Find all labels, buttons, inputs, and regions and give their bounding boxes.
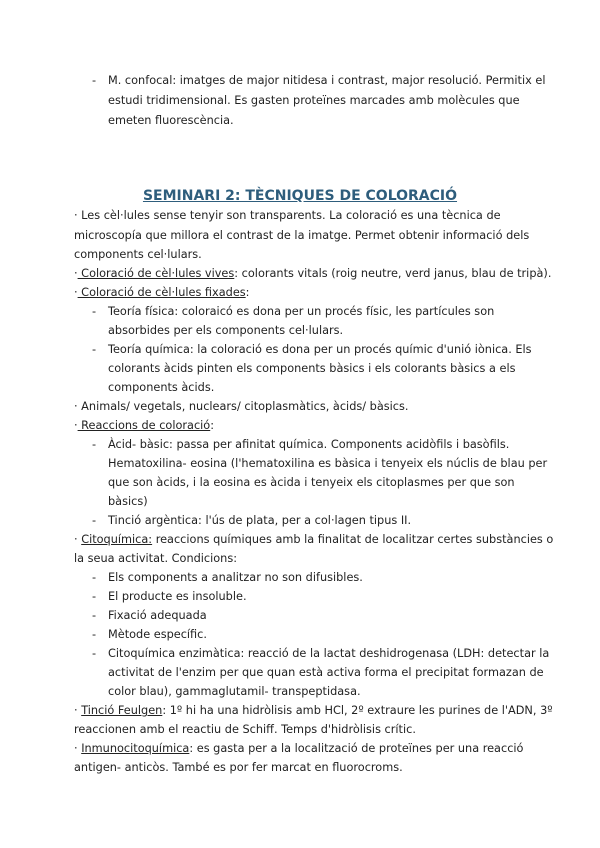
paragraph-line: · Les cèl·lules sense tenyir son transparents. La coloració es una tècnica de <box>74 209 501 222</box>
intro-line-1: M. confocal: imatges de major nitidesa i contrast, major resolució. Permitix el <box>108 74 546 87</box>
bullet-prefix: · <box>74 286 78 299</box>
list-item-line: Àcid- bàsic: passa per afinitat química. Components acidòfils i basòfils. <box>108 438 510 451</box>
list-item-line: absorbides per els components cel·lulars. <box>108 324 344 337</box>
list-item-line: components àcids. <box>108 381 215 394</box>
bullet-prefix: · <box>74 704 82 717</box>
list-item-line: Els components a analitzar no son difusibles. <box>108 571 363 584</box>
list-item-line: Teoría química: la coloració es dona per un procés químic d'unió iònica. Els <box>108 343 532 356</box>
list-marker: - <box>92 590 97 603</box>
list-marker: - <box>92 571 97 584</box>
list-item-line: bàsics) <box>108 495 148 508</box>
list-item-line: activitat de l'enzim per que quan està activa forma el precipitat formazan de <box>108 666 544 679</box>
paragraph-line: microscopía que millora el contrast de la imatge. Permet obtenir informació dels <box>74 229 530 242</box>
section-title: SEMINARI 2: TÈCNIQUES DE COLORACIÓ <box>142 188 458 204</box>
list-item-line: Hematoxilina- eosina (l'hematoxilina es bàsica i tenyeix els núclis de blau per <box>108 457 548 470</box>
paragraph-line: components cel·lulars. <box>74 248 202 261</box>
underlined-term: Citoquímica: <box>81 533 153 546</box>
bullet-prefix: · <box>74 267 78 280</box>
list-marker: - <box>92 628 97 641</box>
term-description: : <box>245 286 250 299</box>
paragraph-line: reaccionen amb el reactiu de Schiff. Temps d'hidròlisis crític. <box>74 723 416 736</box>
paragraph-line <box>74 533 553 547</box>
term-description: : <box>210 419 215 432</box>
intro-line-3: emeten fluorescència. <box>108 114 234 127</box>
paragraph-line <box>74 267 551 281</box>
list-marker: - <box>92 74 97 87</box>
term-description: reaccions químiques amb la finalitat de localitzar certes substàncies o <box>152 533 554 546</box>
list-item-line: Teoría física: coloraicó es dona per un procés físic, les partícules son <box>108 305 495 318</box>
term-description: : es gasta per a la localització de proteïnes per una reacció <box>189 742 524 755</box>
list-marker: - <box>92 305 97 318</box>
list-item-line: que son àcids, i la eosina es àcida i tenyeix els citoplasmes per que son <box>108 476 515 489</box>
term-description: : colorants vitals (roig neutre, verd janus, blau de tripà). <box>234 267 552 280</box>
underlined-term: Coloració de cèl·lules vives <box>77 267 235 280</box>
paragraph-line <box>74 704 553 718</box>
intro-line-2: estudi tridimensional. Es gasten proteïnes marcades amb molècules que <box>108 94 520 107</box>
list-item-line: colorants àcids pinten els components bàsics i els colorants bàsics a els <box>108 362 516 375</box>
term-description: : 1º hi ha una hidròlisis amb HCl, 2º extraure les purines de l'ADN, 3º <box>162 704 553 717</box>
bullet-prefix: · <box>74 742 82 755</box>
list-marker: - <box>92 514 97 527</box>
paragraph-line <box>74 286 249 300</box>
bullet-prefix: · <box>74 419 78 432</box>
underlined-term: Tinció Feulgen <box>81 704 163 717</box>
list-marker: - <box>92 438 97 451</box>
paragraph-line: antigen- anticòs. També es por fer marcat en fluorocroms. <box>74 761 403 774</box>
paragraph-line <box>74 742 523 756</box>
list-item-line: Tinció argèntica: l'ús de plata, per a col·lagen tipus II. <box>108 514 412 527</box>
list-marker: - <box>92 647 97 660</box>
list-item-line: Mètode específic. <box>108 628 207 641</box>
list-item-line: El producte es insoluble. <box>108 590 247 603</box>
list-marker: - <box>92 609 97 622</box>
list-item-line: Fixació adequada <box>108 609 207 622</box>
list-marker: - <box>92 343 97 356</box>
paragraph-line: · Animals/ vegetals, nuclears/ citoplasmàtics, àcids/ bàsics. <box>74 400 409 413</box>
list-item-line: color blau), gammaglutamil- transpeptidasa. <box>108 685 361 698</box>
bullet-prefix: · <box>74 533 82 546</box>
underlined-term: Coloració de cèl·lules fixades <box>77 286 246 299</box>
list-item-line: Citoquímica enzimàtica: reacció de la lactat deshidrogenasa (LDH: detectar la <box>108 647 550 660</box>
paragraph-line <box>74 419 214 433</box>
paragraph-line: la seua activitat. Condicions: <box>74 552 238 565</box>
underlined-term: Inmunocitoquímica <box>81 742 190 755</box>
underlined-term: Reaccions de coloració <box>77 419 211 432</box>
